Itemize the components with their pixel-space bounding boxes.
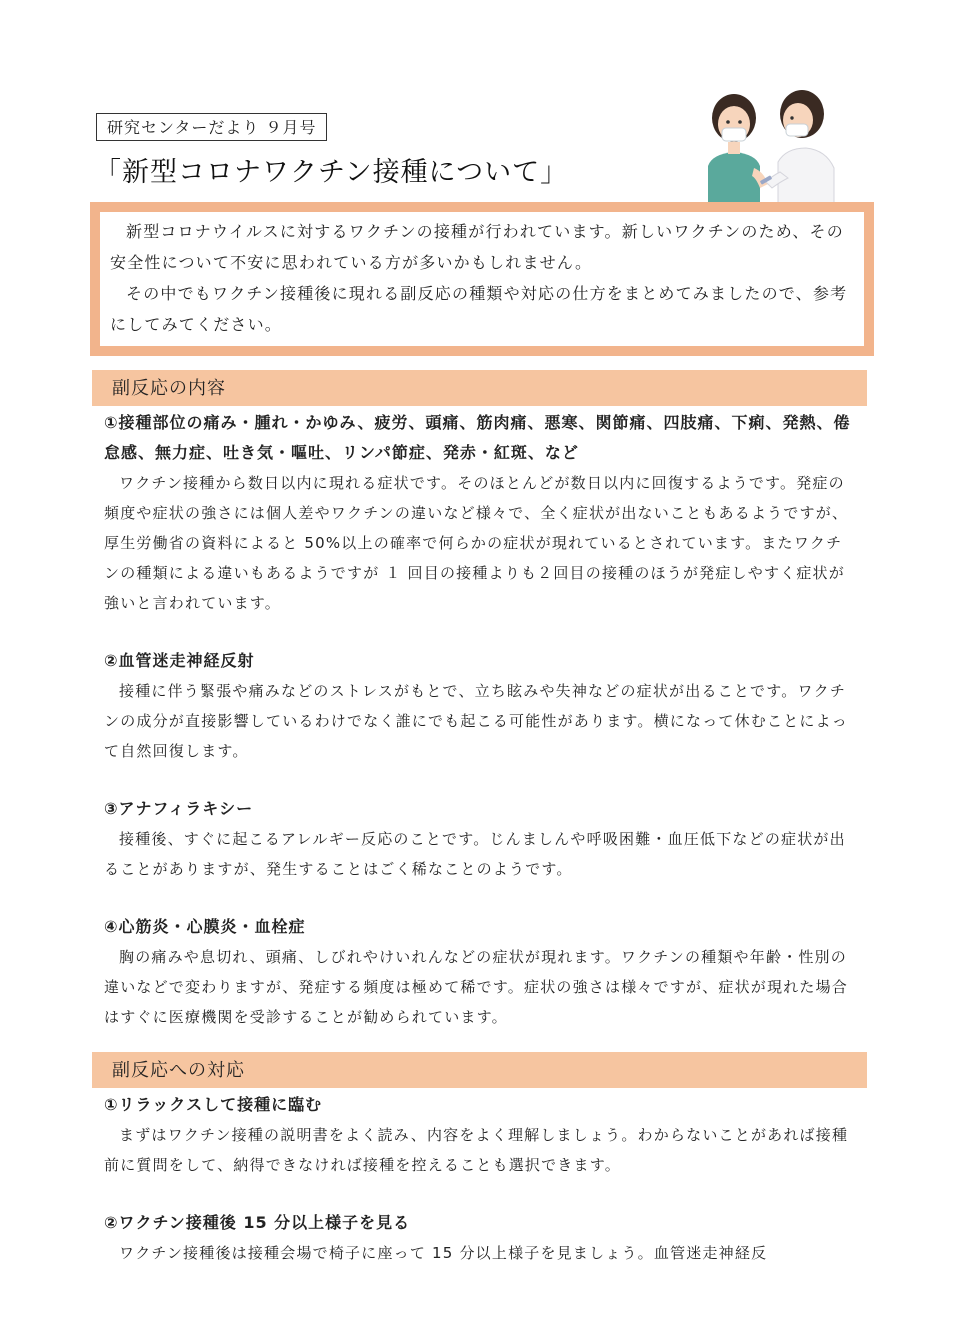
- side-effect-item-3: [104, 794, 856, 884]
- page-title: 「新型コロナワクチン接種について」: [94, 157, 569, 188]
- item-body: 接種後、すぐに起こるアレルギー反応のことです。じんましんや呼吸困難・血圧低下などの症状が出ることがありますが、発生することはごく稀なことのようです。: [104, 830, 846, 878]
- item-heading: ③アナフィラキシー: [104, 799, 254, 818]
- intro-box: [90, 202, 874, 356]
- section-bar-side-effects: 副反応の内容: [92, 370, 867, 406]
- item-heading: ②ワクチン接種後 15 分以上様子を見る: [104, 1213, 411, 1232]
- response-item-2: [104, 1208, 856, 1268]
- item-body: 接種に伴う緊張や痛みなどのストレスがもとで、立ち眩みや失神などの症状が出ることです。ワクチンの成分が直接影響しているわけでなく誰にでも起こる可能性があります。横になって休むことによって自然回復します。: [104, 682, 849, 760]
- side-effect-item-4: [104, 912, 856, 1032]
- intro-paragraph-2: その中でもワクチン接種後に現れる副反応の種類や対応の仕方をまとめてみましたので、参考にしてみてください。: [110, 284, 848, 334]
- item-body: 胸の痛みや息切れ、頭痛、しびれやけいれんなどの症状が現れます。ワクチンの種類や年齢・性別の違いなどで変わりますが、発症する頻度は極めて稀です。症状の強さは様々ですが、症状が現れた場合はすぐに医療機関を受診することが勧められています。: [104, 948, 849, 1026]
- item-heading: ④心筋炎・心膜炎・血栓症: [104, 917, 306, 936]
- item-body: ワクチン接種後は接種会場で椅子に座って 15 分以上様子を見ましょう。血管迷走神経反: [119, 1244, 768, 1262]
- item-heading: ①リラックスして接種に臨む: [104, 1095, 323, 1114]
- intro-paragraph-1: 新型コロナウイルスに対するワクチンの接種が行われています。新しいワクチンのため、その安全性について不安に思われている方が多いかもしれません。: [110, 222, 844, 272]
- response-item-1: [104, 1090, 856, 1180]
- newsletter-badge: 研究センターだより ９月号: [96, 113, 327, 141]
- item-body: ワクチン接種から数日以内に現れる症状です。そのほとんどが数日以内に回復するようです。発症の頻度や症状の強さには個人差やワクチンの違いなど様々で、全く症状が出ないこともあるようですが、厚生労働省の資料によると 50%以上の確率で何らかの症状が現れているとされています。またワクチンの種類による違いもあるようですが １ 回目の接種よりも２回目の接種のほうが発症しやすく症状が強いと言われています。: [104, 474, 849, 612]
- item-heading: ②血管迷走神経反射: [104, 651, 255, 670]
- item-body: まずはワクチン接種の説明書をよく読み、内容をよく理解しましょう。わからないことがあれば接種前に質問をして、納得できなければ接種を控えることも選択できます。: [104, 1126, 849, 1174]
- item-heading: ①接種部位の痛み・腫れ・かゆみ、疲労、頭痛、筋肉痛、悪寒、関節痛、四肢痛、下痢、発熱、倦怠感、無力症、吐き気・嘔吐、リンパ節症、発赤・紅斑、など: [104, 413, 851, 462]
- vaccination-illustration-icon: [698, 88, 836, 206]
- section-bar-response: 副反応への対応: [92, 1052, 867, 1088]
- side-effect-item-1: [104, 408, 856, 618]
- side-effect-item-2: [104, 646, 856, 766]
